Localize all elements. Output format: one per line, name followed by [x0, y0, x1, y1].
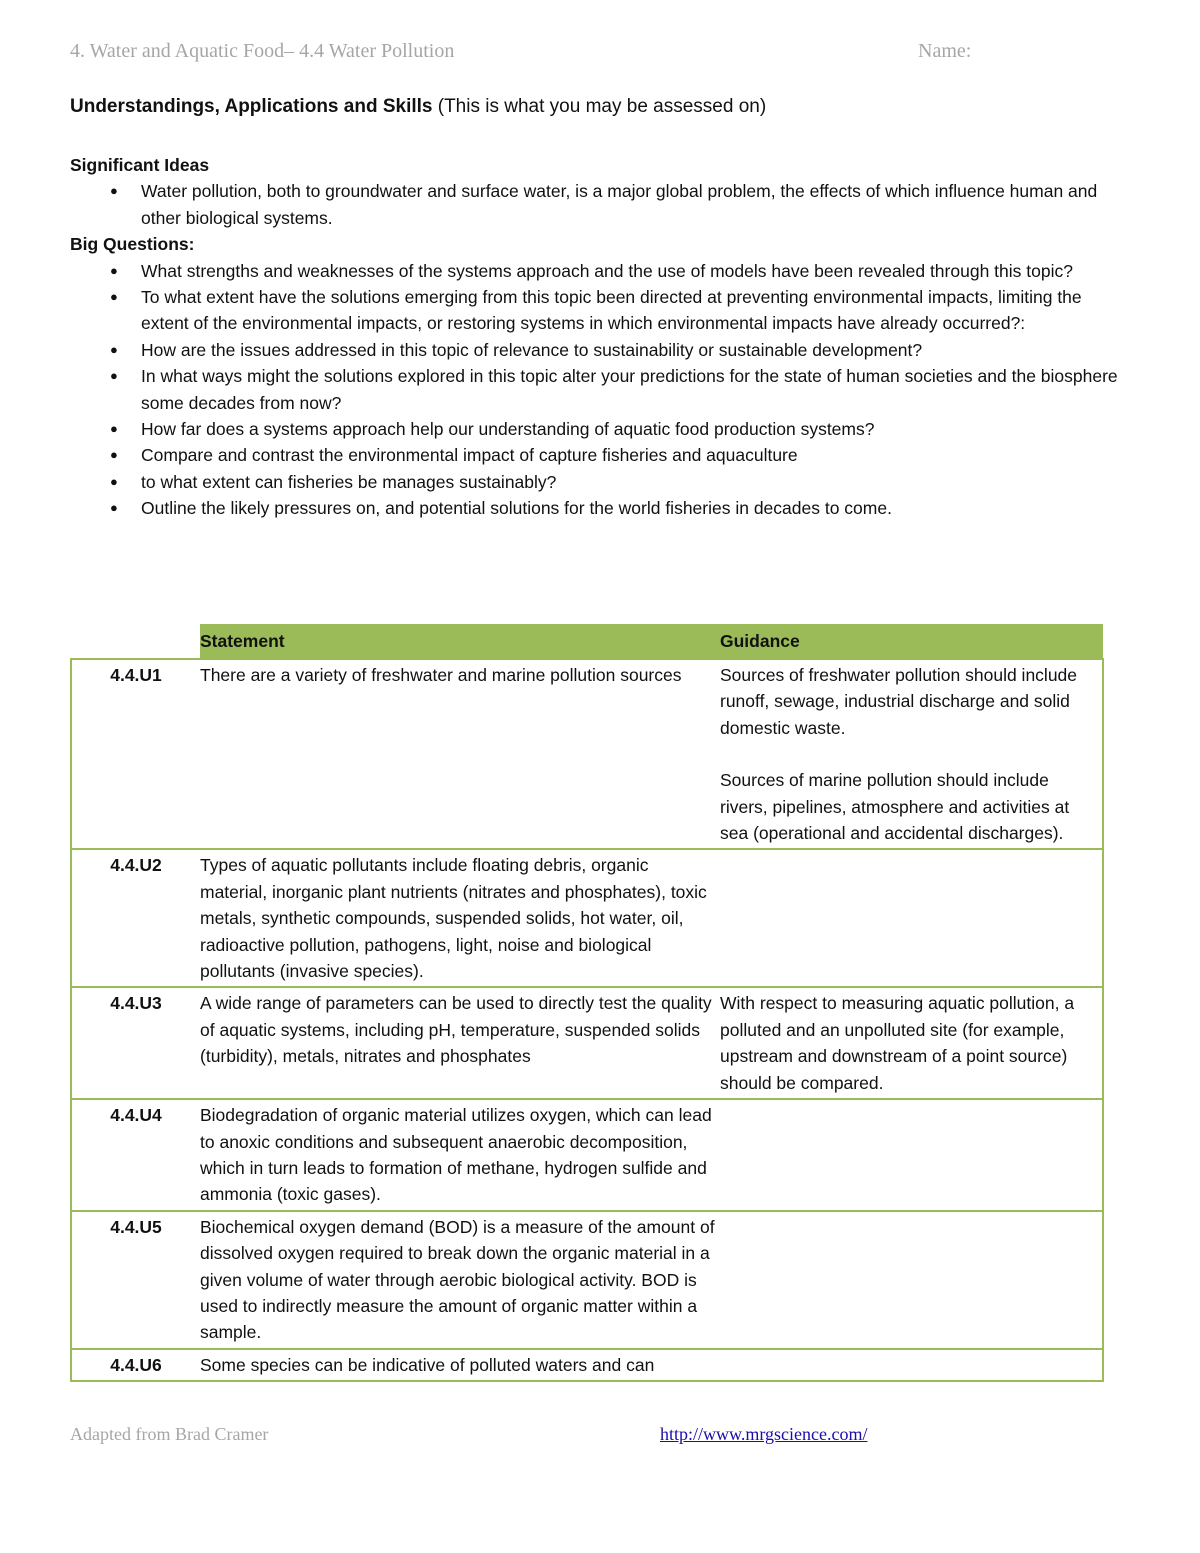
- section-title-rest: (This is what you may be assessed on): [432, 96, 767, 117]
- row-code: 4.4.U6: [71, 1349, 200, 1381]
- list-item: ● In what ways might the solutions explored in this topic alter your predictions for the state of human societies and the biosphere some decades from now?: [70, 363, 1130, 416]
- footer-link[interactable]: http://www.mrgscience.com/: [660, 1424, 868, 1444]
- page-header: [70, 40, 1130, 68]
- big-questions-list: [70, 258, 1130, 522]
- understandings-table: [70, 624, 1104, 1382]
- section-title: [70, 96, 766, 118]
- guidance-paragraph: Sources of marine pollution should include rivers, pipelines, atmosphere and activities at sea (operational and accidental discharges).: [720, 770, 1070, 844]
- row-guidance: [720, 1349, 1103, 1381]
- list-item: ● to what extent can fisheries be manages sustainably?: [70, 469, 1130, 495]
- row-code: 4.4.U2: [71, 849, 200, 987]
- significant-ideas-list: [70, 178, 1130, 231]
- list-item: ● Outline the likely pressures on, and potential solutions for the world fisheries in decades to come.: [70, 495, 1130, 521]
- significant-ideas-heading: Significant Ideas: [70, 155, 210, 175]
- row-guidance: [720, 1099, 1103, 1211]
- row-statement: Biodegradation of organic material utilizes oxygen, which can lead to anoxic conditions and subsequent anaerobic decomposition, which in turn leads to formation of methane, hydrogen sulfide and ammonia (toxic gases).: [200, 1099, 720, 1211]
- table-header-row: [71, 624, 1103, 659]
- row-code: 4.4.U4: [71, 1099, 200, 1211]
- row-guidance: [720, 849, 1103, 987]
- list-item: ● Compare and contrast the environmental impact of capture fisheries and aquaculture: [70, 442, 1130, 468]
- row-statement: Biochemical oxygen demand (BOD) is a measure of the amount of dissolved oxygen required to break down the organic material in a given volume of water through aerobic biological activity. BOD is used to indirectly measure the amount of organic matter within a sample.: [200, 1211, 720, 1349]
- list-item: ● How far does a systems approach help our understanding of aquatic food production systems?: [70, 416, 1130, 442]
- list-item: ● Water pollution, both to groundwater and surface water, is a major global problem, the effects of which influence human and other biological systems.: [70, 178, 1130, 231]
- list-item: ● What strengths and weaknesses of the systems approach and the use of models have been revealed through this topic?: [70, 258, 1130, 284]
- table-row: [71, 659, 1103, 849]
- row-guidance: [720, 1211, 1103, 1349]
- row-statement: Some species can be indicative of polluted waters and can: [200, 1349, 720, 1381]
- footer-credit: Adapted from Brad Cramer: [70, 1424, 269, 1444]
- statement-column-header: Statement: [200, 624, 720, 659]
- table-row: [71, 849, 1103, 987]
- guidance-column-header: Guidance: [720, 624, 1103, 659]
- table-row: [71, 987, 1103, 1099]
- row-code: 4.4.U1: [71, 659, 200, 849]
- guidance-paragraph: Sources of freshwater pollution should include runoff, sewage, industrial discharge and solid domestic waste.: [720, 665, 1078, 738]
- list-item: ● To what extent have the solutions emerging from this topic been directed at preventing environmental impacts, limiting the extent of the environmental impacts, or restoring systems in which environmental impacts have already occurred?:: [70, 284, 1130, 337]
- big-questions-heading: Big Questions:: [70, 234, 195, 255]
- table-row: [71, 1349, 1103, 1381]
- row-statement: There are a variety of freshwater and marine pollution sources: [200, 659, 720, 849]
- list-item: ● How are the issues addressed in this topic of relevance to sustainability or sustainable development?: [70, 337, 1130, 363]
- table-row: [71, 1099, 1103, 1211]
- row-code: 4.4.U3: [71, 987, 200, 1099]
- header-title: 4. Water and Aquatic Food– 4.4 Water Pollution: [70, 40, 455, 62]
- code-column-header: [71, 624, 200, 659]
- row-guidance: With respect to measuring aquatic pollution, a polluted and an unpolluted site (for example, upstream and downstream of a point source) should be compared.: [720, 987, 1103, 1099]
- row-statement: A wide range of parameters can be used to directly test the quality of aquatic systems, including pH, temperature, suspended solids (turbidity), metals, nitrates and phosphates: [200, 987, 720, 1099]
- ideas-and-questions: [70, 152, 1130, 522]
- row-statement: Types of aquatic pollutants include floating debris, organic material, inorganic plant nutrients (nitrates and phosphates), toxic metals, synthetic compounds, suspended solids, hot water, oil, radioactive pollution, pathogens, light, noise and biological pollutants (invasive species).: [200, 849, 720, 987]
- row-guidance: [720, 659, 1103, 849]
- section-title-bold: Understandings, Applications and Skills: [70, 96, 433, 117]
- table-row: [71, 1211, 1103, 1349]
- row-code: 4.4.U5: [71, 1211, 200, 1349]
- name-label: Name:: [918, 40, 972, 62]
